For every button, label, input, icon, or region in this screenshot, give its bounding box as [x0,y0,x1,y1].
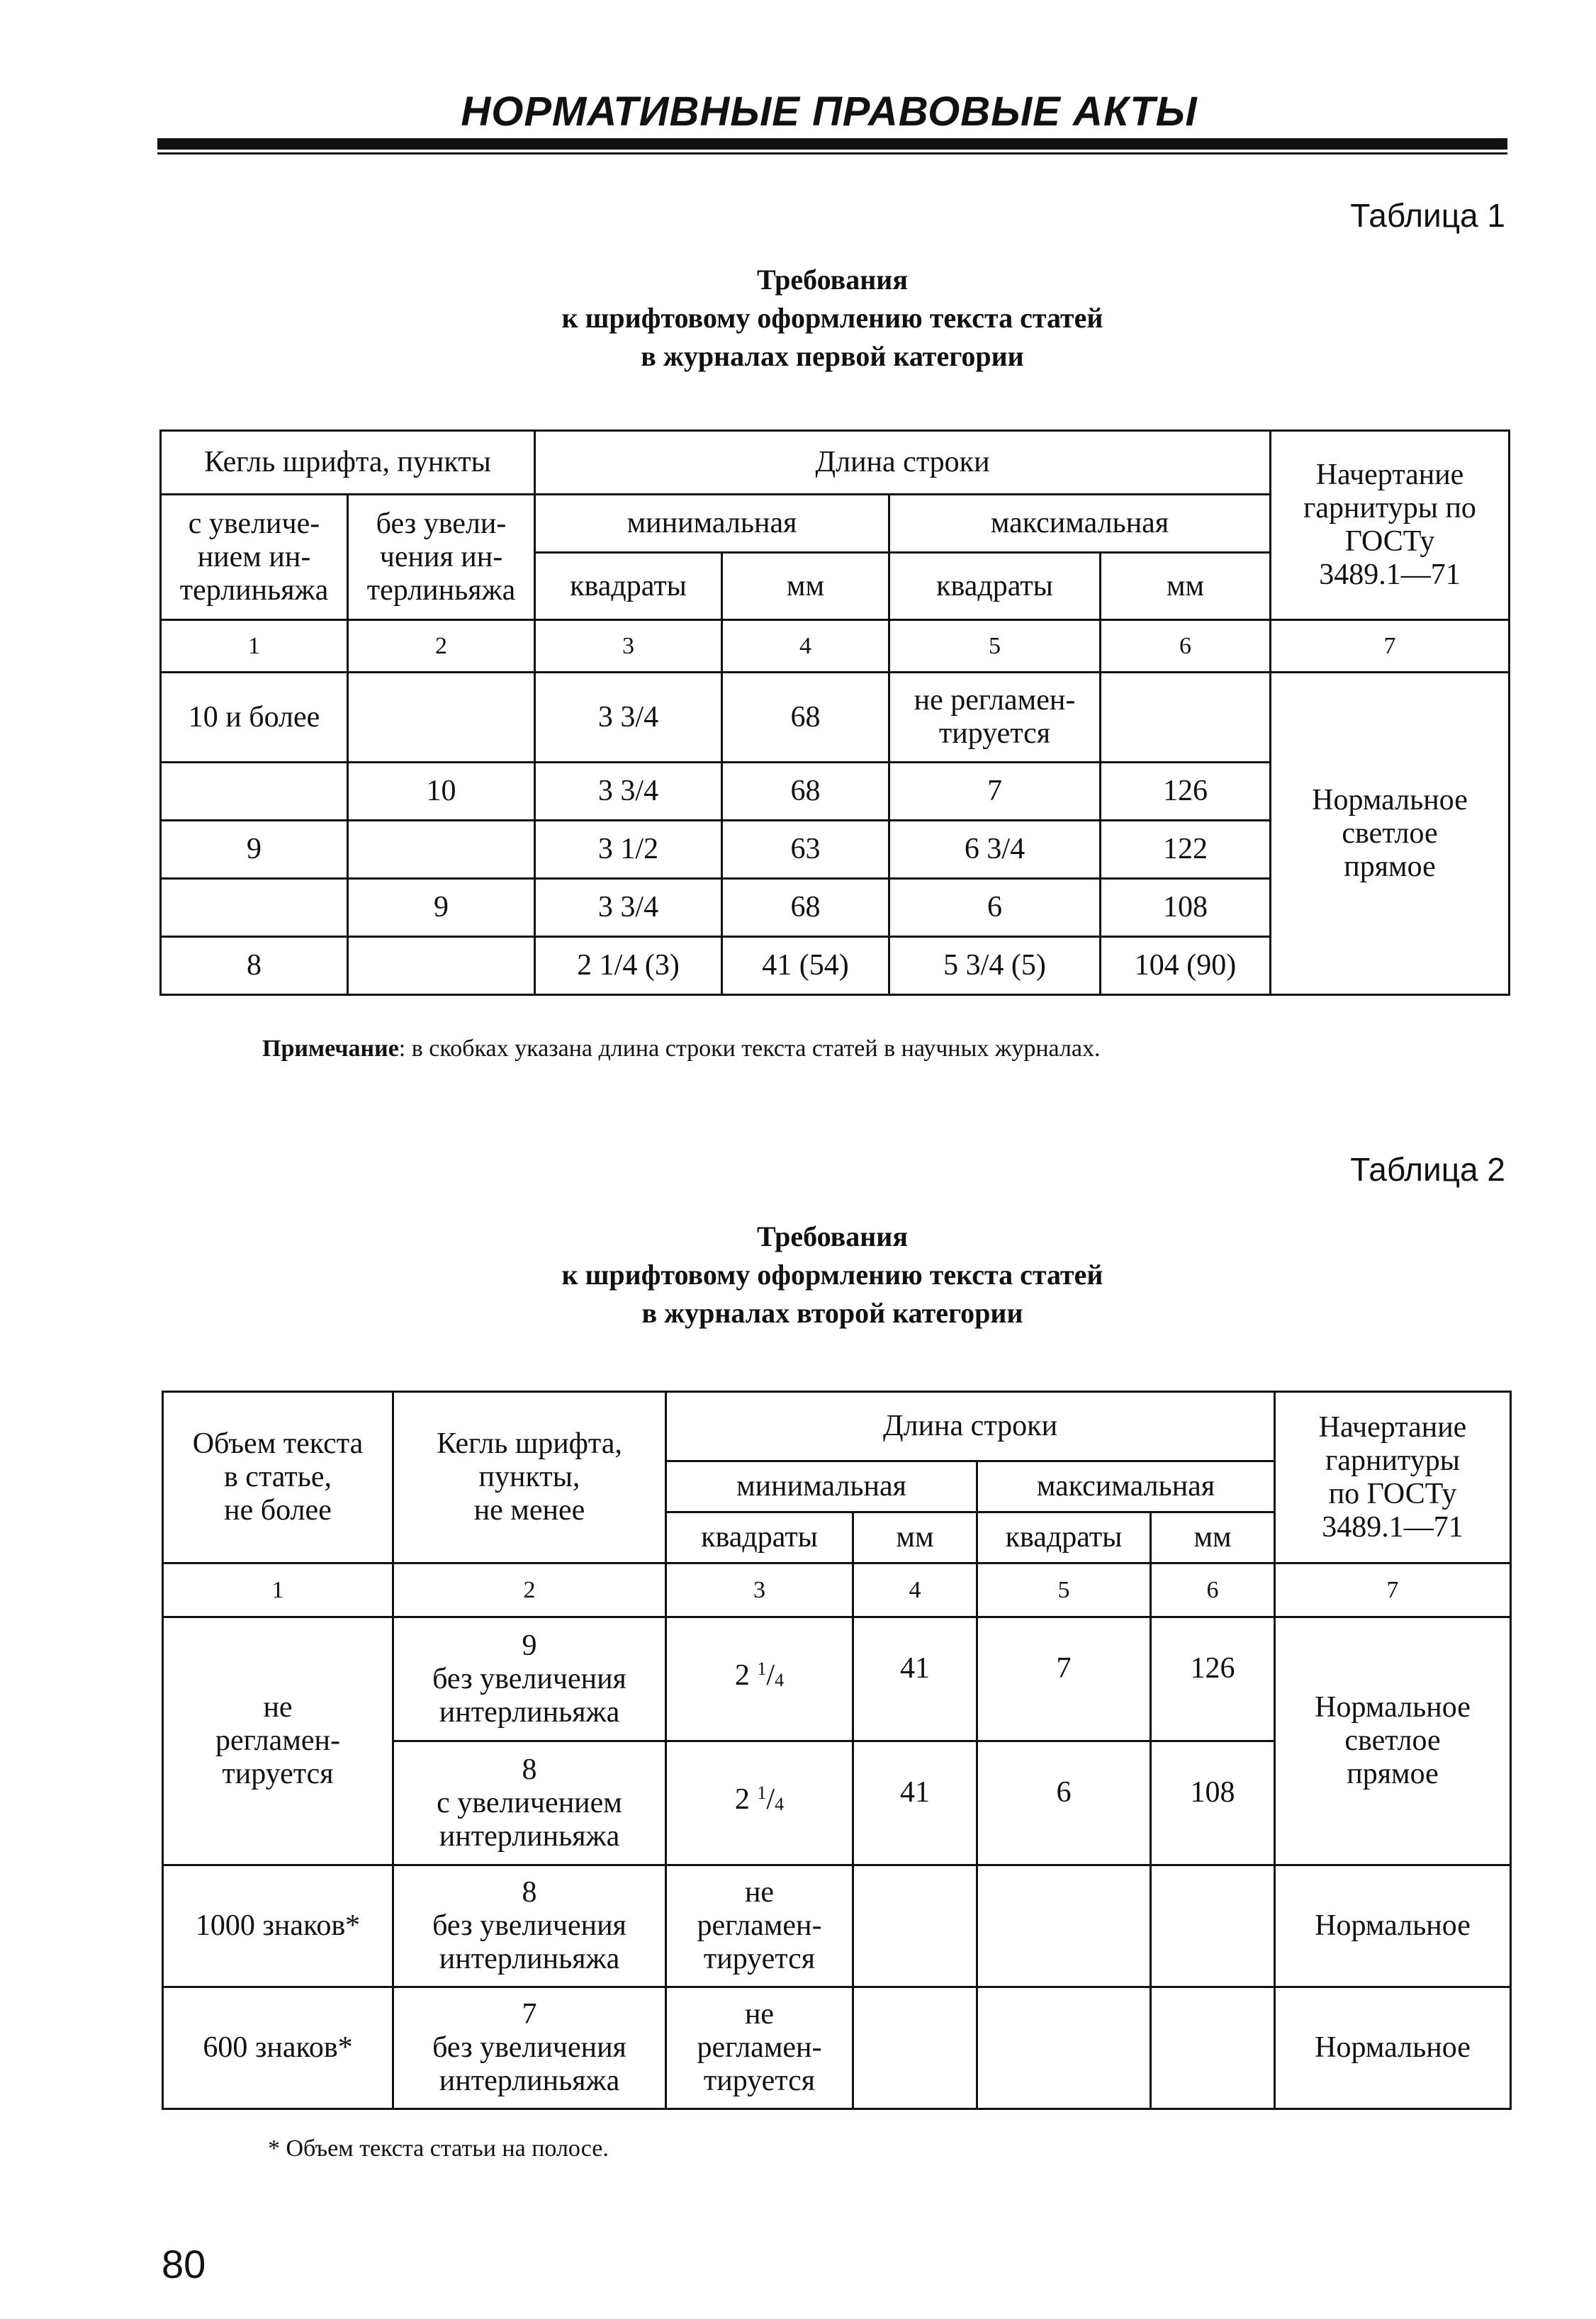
table-cell: 3 3/4 [535,763,722,821]
t2-header-volume: Объем текста в статье, не более [163,1392,393,1563]
t1-header-without-leading: без увели- чения ин- терлиньяжа [348,495,535,620]
t2-col-number: 2 [393,1563,666,1617]
table-cell [853,1987,977,2109]
t2-header-max-mm: мм [1151,1512,1275,1563]
table1-note [262,1033,1100,1065]
table-cell: 3 3/4 [535,673,722,763]
table-cell [1151,1865,1275,1987]
t1-header-with-leading: с увеличе- нием ин- терлиньяжа [161,495,348,620]
t2-volume-unregulated: не регламен- тируется [163,1617,393,1865]
table-cell: 108 [1101,879,1271,937]
table-cell: 7 [889,763,1101,821]
table-cell [977,1987,1151,2109]
table-row [163,1865,1511,1987]
table1-caption [157,261,1507,376]
table-cell: 8 [161,937,348,995]
t1-header-min-squares: квадраты [535,553,722,620]
table-cell: 6 [977,1741,1151,1865]
table-cell: 108 [1151,1741,1275,1865]
table2-caption-line: в журналах второй категории [641,1297,1023,1329]
t2-header-kegl: Кегль шрифта, пункты, не менее [393,1392,666,1563]
t2-col-number: 6 [1151,1563,1275,1617]
table-cell: 3 3/4 [535,879,722,937]
table-cell: 2 1/4 (3) [535,937,722,995]
table-cell [348,937,535,995]
table-cell: 2 $^1/_4$ [666,1741,853,1865]
t2-col-number: 7 [1275,1563,1511,1617]
table1-note-label: Примечание [262,1035,399,1062]
t2-header-minimal: минимальная [666,1461,977,1512]
page-number: 80 [162,2242,206,2286]
fraction-numerator: 1 [757,1658,767,1679]
t1-header-minimal: минимальная [535,495,889,553]
table2 [162,1391,1512,2110]
t1-header-max-squares: квадраты [889,553,1101,620]
table1-caption-line: к шрифтовому оформлению текста статей [561,302,1103,334]
table-cell: 600 знаков* [163,1987,393,2109]
table2-label: Таблица 2 [1350,1151,1505,1188]
t1-header-max-mm: мм [1101,553,1271,620]
fraction-denominator: 4 [775,1670,785,1690]
table1-caption-line: Требования [757,264,908,296]
table-cell: 9 [161,821,348,879]
table-cell: 122 [1101,821,1271,879]
table-cell: Нормальное [1275,1865,1511,1987]
table-cell: 63 [722,821,889,879]
table-cell: Нормальное [1275,1987,1511,2109]
table-row [163,1617,1511,1741]
table-cell: не регламен- тируется [666,1987,853,2109]
table-cell: 8 без увеличения интерлиньяжа [393,1865,666,1987]
table-cell: 9 [348,879,535,937]
table1-caption-line: в журналах первой категории [641,340,1024,372]
header-rule-thick [157,138,1507,150]
table2-caption [157,1218,1507,1332]
t2-typeface-value: Нормальное светлое прямое [1275,1617,1511,1865]
table-cell: не регламен- тируется [889,673,1101,763]
table2-caption-line: Требования [757,1220,908,1252]
table2-footnote: * Объем текста статьи на полосе. [268,2135,609,2162]
table1-label: Таблица 1 [1350,197,1505,234]
table-cell [348,821,535,879]
fraction-whole: 2 [734,1659,750,1692]
t1-header-kegl: Кегль шрифта, пункты [161,431,535,495]
header-rule-thin [157,152,1507,155]
t1-header-maximal: максимальная [889,495,1271,553]
table-cell: 6 3/4 [889,821,1101,879]
table-cell: 9 без увеличения интерлиньяжа [393,1617,666,1741]
table-cell: 2 $^1/_4$ [666,1617,853,1741]
t2-col-number: 1 [163,1563,393,1617]
table-cell: 41 [853,1741,977,1865]
t2-col-number: 3 [666,1563,853,1617]
table-cell: 1000 знаков* [163,1865,393,1987]
table-cell [348,673,535,763]
t1-col-number: 2 [348,620,535,673]
table-row [163,1987,1511,2109]
table2-caption-line: к шрифтовому оформлению текста статей [561,1259,1103,1291]
fraction-whole: 2 [734,1783,750,1816]
table-cell: 41 (54) [722,937,889,995]
t1-header-typeface: Начертание гарнитуры по ГОСТу 3489.1—71 [1271,431,1510,620]
t1-header-line-length: Длина строки [535,431,1271,495]
table-cell: 7 без увеличения интерлиньяжа [393,1987,666,2109]
t2-header-min-mm: мм [853,1512,977,1563]
t2-col-number: 4 [853,1563,977,1617]
table-cell: 6 [889,879,1101,937]
table-cell: 7 [977,1617,1151,1741]
table1 [159,429,1510,996]
table-cell: 10 и более [161,673,348,763]
table-cell [977,1865,1151,1987]
table-cell: не регламен- тируется [666,1865,853,1987]
t2-header-typeface: Начертание гарнитуры по ГОСТу 3489.1—71 [1275,1392,1511,1563]
running-header: НОРМАТИВНЫЕ ПРАВОВЫЕ АКТЫ [461,89,1198,135]
table-cell [161,763,348,821]
t2-col-number: 5 [977,1563,1151,1617]
t1-col-number: 5 [889,620,1101,673]
t1-typeface-value: Нормальное светлое прямое [1271,673,1510,995]
fraction-denominator: 4 [775,1794,785,1814]
table-cell: 41 [853,1617,977,1741]
t1-col-number: 4 [722,620,889,673]
table-cell [1101,673,1271,763]
t1-col-number: 6 [1101,620,1271,673]
table-cell [853,1865,977,1987]
table-cell: 104 (90) [1101,937,1271,995]
t2-header-min-squares: квадраты [666,1512,853,1563]
table-cell: 5 3/4 (5) [889,937,1101,995]
table-cell: 126 [1151,1617,1275,1741]
table-cell: 126 [1101,763,1271,821]
table-cell: 68 [722,763,889,821]
t2-header-line-length: Длина строки [666,1392,1275,1461]
t2-header-maximal: максимальная [977,1461,1275,1512]
table-cell: 8 с увеличением интерлиньяжа [393,1741,666,1865]
fraction-numerator: 1 [757,1782,767,1803]
t1-col-number: 1 [161,620,348,673]
table-cell: 10 [348,763,535,821]
table-cell: 68 [722,879,889,937]
t1-col-number: 3 [535,620,722,673]
table-row [161,673,1510,763]
table-cell [161,879,348,937]
t2-header-max-squares: квадраты [977,1512,1151,1563]
t1-col-number: 7 [1271,620,1510,673]
t1-header-min-mm: мм [722,553,889,620]
table-cell [1151,1987,1275,2109]
table-cell: 68 [722,673,889,763]
table1-note-text: : в скобках указана длина строки текста статей в научных журналах. [398,1035,1101,1062]
table-cell: 3 1/2 [535,821,722,879]
